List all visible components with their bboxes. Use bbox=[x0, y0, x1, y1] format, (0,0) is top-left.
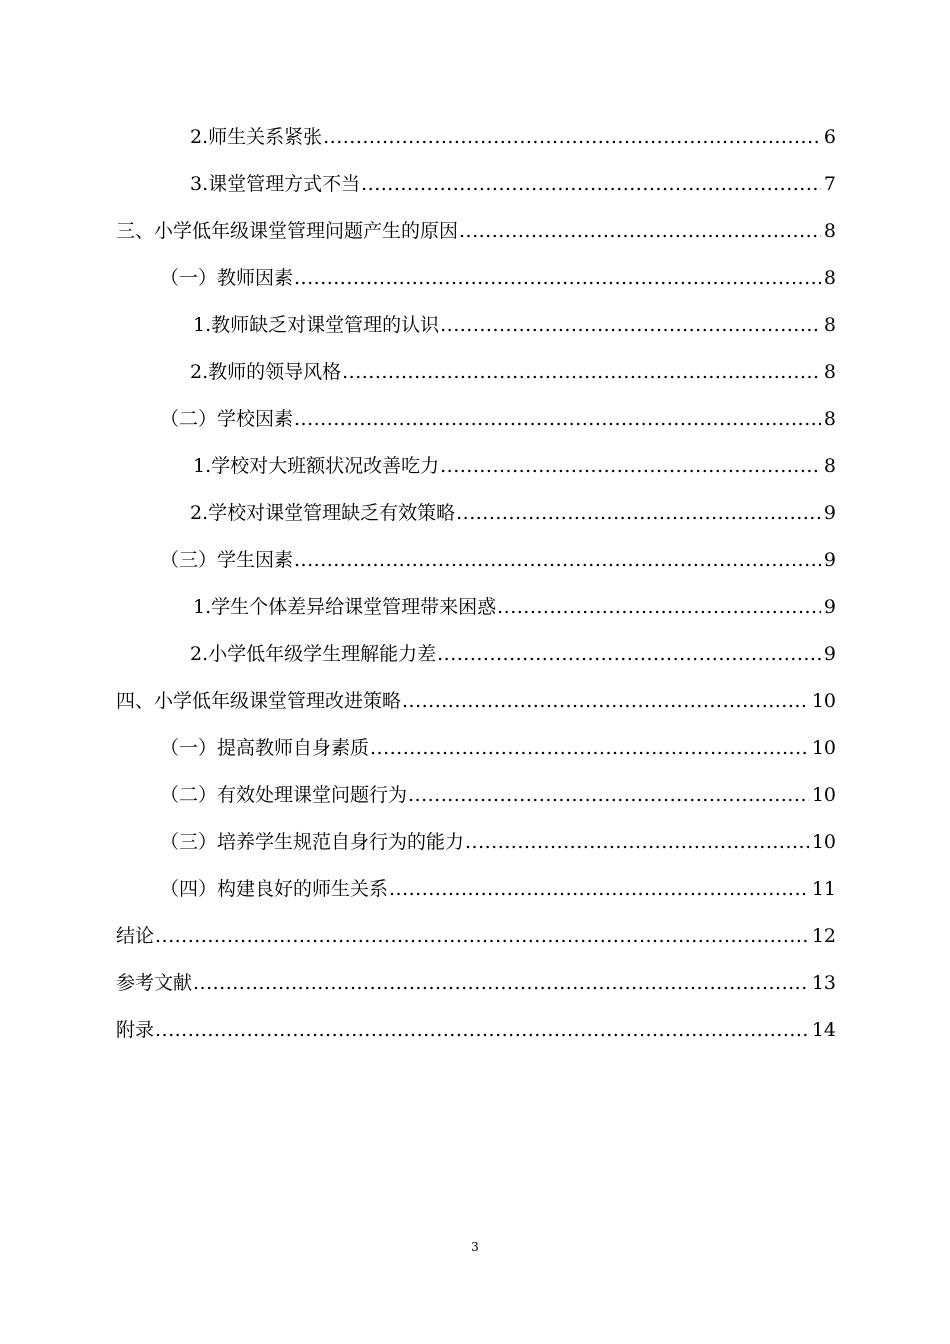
toc-entry[interactable] bbox=[0, 866, 950, 913]
toc-entry[interactable] bbox=[0, 255, 950, 302]
toc-leader-dots bbox=[440, 443, 821, 490]
toc-entry[interactable] bbox=[0, 631, 950, 678]
toc-entry-label: （二）有效处理课堂问题行为 bbox=[160, 784, 408, 806]
toc-entry-page: 8 bbox=[823, 408, 836, 430]
page-number-footer: 3 bbox=[471, 1240, 479, 1254]
toc-entry-label: （四）构建良好的师生关系 bbox=[160, 878, 389, 900]
toc-entry[interactable] bbox=[0, 349, 950, 396]
toc-entry-page: 8 bbox=[823, 314, 836, 336]
toc-leader-dots bbox=[456, 490, 821, 537]
toc-leader-dots bbox=[361, 161, 821, 208]
toc-entry-page: 8 bbox=[823, 455, 836, 477]
toc-entry-page: 10 bbox=[811, 737, 836, 759]
toc-entry-label: 2.教师的领导风格 bbox=[190, 361, 342, 383]
toc-entry[interactable] bbox=[0, 302, 950, 349]
toc-entry-label: 2.学校对课堂管理缺乏有效策略 bbox=[190, 502, 456, 524]
toc-leader-dots bbox=[323, 114, 821, 161]
table-of-contents bbox=[0, 114, 950, 1054]
toc-entry[interactable] bbox=[0, 913, 950, 960]
toc-entry[interactable] bbox=[0, 396, 950, 443]
toc-entry[interactable] bbox=[0, 772, 950, 819]
toc-entry-page: 12 bbox=[811, 925, 836, 947]
toc-entry-label: （二）学校因素 bbox=[160, 408, 294, 430]
toc-entry-label: 2.小学低年级学生理解能力差 bbox=[190, 643, 437, 665]
toc-leader-dots bbox=[193, 960, 809, 1007]
toc-leader-dots bbox=[155, 913, 809, 960]
toc-entry-label: 1.教师缺乏对课堂管理的认识 bbox=[193, 314, 440, 336]
toc-entry-page: 9 bbox=[823, 596, 836, 618]
toc-entry-label: 结论 bbox=[116, 925, 155, 947]
toc-entry[interactable] bbox=[0, 490, 950, 537]
toc-entry[interactable] bbox=[0, 678, 950, 725]
toc-entry-label: 四、小学低年级课堂管理改进策略 bbox=[116, 690, 402, 712]
toc-entry-label: （一）教师因素 bbox=[160, 267, 294, 289]
toc-entry[interactable] bbox=[0, 960, 950, 1007]
toc-leader-dots bbox=[370, 725, 809, 772]
toc-leader-dots bbox=[465, 819, 809, 866]
toc-entry[interactable] bbox=[0, 584, 950, 631]
toc-leader-dots bbox=[408, 772, 809, 819]
toc-entry-label: （一）提高教师自身素质 bbox=[160, 737, 370, 759]
toc-entry-label: 参考文献 bbox=[116, 972, 193, 994]
toc-entry[interactable] bbox=[0, 537, 950, 584]
toc-entry-label: （三）学生因素 bbox=[160, 549, 294, 571]
toc-entry-page: 9 bbox=[823, 502, 836, 524]
toc-entry-page: 8 bbox=[823, 220, 836, 242]
toc-entry-label: 2.师生关系紧张 bbox=[190, 126, 323, 148]
toc-entry-page: 13 bbox=[811, 972, 836, 994]
toc-entry-page: 6 bbox=[823, 126, 836, 148]
toc-entry[interactable] bbox=[0, 161, 950, 208]
toc-leader-dots bbox=[342, 349, 821, 396]
toc-leader-dots bbox=[294, 396, 821, 443]
toc-entry-page: 8 bbox=[823, 267, 836, 289]
toc-entry-page: 8 bbox=[823, 361, 836, 383]
toc-leader-dots bbox=[294, 255, 821, 302]
toc-leader-dots bbox=[402, 678, 809, 725]
toc-entry-page: 14 bbox=[811, 1019, 836, 1041]
toc-entry[interactable] bbox=[0, 725, 950, 772]
toc-entry-page: 11 bbox=[811, 878, 836, 900]
toc-leader-dots bbox=[440, 302, 821, 349]
toc-entry[interactable] bbox=[0, 819, 950, 866]
toc-leader-dots bbox=[294, 537, 821, 584]
toc-entry-page: 10 bbox=[811, 784, 836, 806]
toc-leader-dots bbox=[497, 584, 821, 631]
toc-entry-page: 10 bbox=[811, 690, 836, 712]
toc-entry[interactable] bbox=[0, 1007, 950, 1054]
toc-leader-dots bbox=[155, 1007, 809, 1054]
toc-entry[interactable] bbox=[0, 443, 950, 490]
toc-entry-page: 10 bbox=[811, 831, 836, 853]
toc-entry[interactable] bbox=[0, 208, 950, 255]
toc-entry-page: 9 bbox=[823, 643, 836, 665]
toc-entry-label: （三）培养学生规范自身行为的能力 bbox=[160, 831, 465, 853]
toc-leader-dots bbox=[389, 866, 809, 913]
toc-entry-label: 1.学校对大班额状况改善吃力 bbox=[193, 455, 440, 477]
toc-entry-label: 1.学生个体差异给课堂管理带来困惑 bbox=[193, 596, 497, 618]
toc-entry-label: 3.课堂管理方式不当 bbox=[190, 173, 361, 195]
toc-entry-page: 9 bbox=[823, 549, 836, 571]
toc-entry-label: 附录 bbox=[116, 1019, 155, 1041]
toc-leader-dots bbox=[437, 631, 821, 678]
toc-entry-label: 三、小学低年级课堂管理问题产生的原因 bbox=[116, 220, 459, 242]
toc-leader-dots bbox=[459, 208, 821, 255]
toc-entry-page: 7 bbox=[823, 173, 836, 195]
toc-entry[interactable] bbox=[0, 114, 950, 161]
